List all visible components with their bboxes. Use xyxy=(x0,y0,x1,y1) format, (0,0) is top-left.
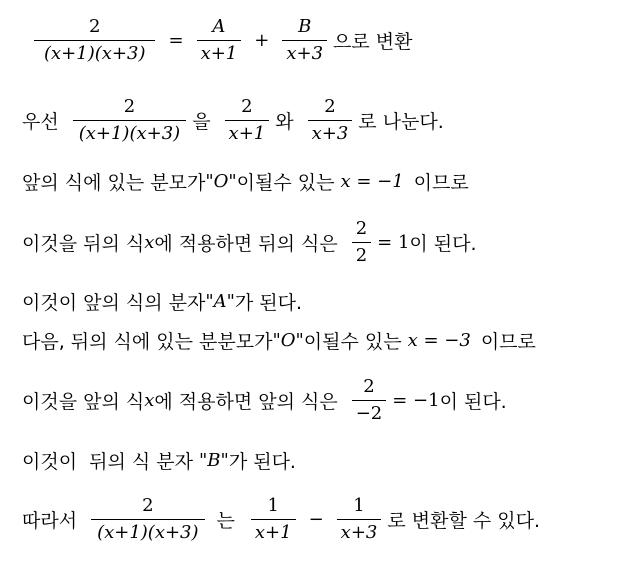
text: 앞의 식에 있는 분모가 xyxy=(22,172,206,194)
numerator: 2 xyxy=(142,495,154,516)
denominator: (x+1)(x+3) xyxy=(91,519,204,543)
text: 에 적용하면 뒤의 식은 xyxy=(154,233,338,256)
text: 는 xyxy=(216,510,235,533)
numerator: 1 xyxy=(267,495,279,516)
variable: x xyxy=(144,232,155,254)
math-expression: x = −1 xyxy=(340,171,404,192)
numerator: 2 xyxy=(355,218,368,239)
quoted-symbol: "B" xyxy=(199,450,229,471)
text: 와 xyxy=(275,111,294,134)
numerator: 2 xyxy=(241,96,253,117)
text: 이므로 xyxy=(480,331,536,353)
text: 이것을 뒤의 식 xyxy=(22,233,145,256)
denominator: x+3 xyxy=(282,40,327,64)
denominator: x+1 xyxy=(197,40,242,64)
denominator: x+3 xyxy=(337,519,382,543)
numerator: 2 xyxy=(324,96,336,117)
numerator: 2 xyxy=(123,96,136,117)
fraction xyxy=(308,98,353,144)
text: 이 된다. xyxy=(439,391,507,414)
text-line-3 xyxy=(22,168,469,195)
text: 가 된다. xyxy=(234,292,303,314)
text: 로 나눈다. xyxy=(358,111,444,134)
text: 으로 변환 xyxy=(333,31,413,54)
minus-sign: − xyxy=(308,509,324,531)
numerator: 1 xyxy=(353,495,365,516)
denominator: x+3 xyxy=(308,120,353,144)
text-line-5 xyxy=(22,288,302,315)
text: 이될수 있는 xyxy=(236,172,335,194)
quoted-symbol: "A" xyxy=(205,291,235,312)
fraction xyxy=(34,18,155,64)
equals-sign: = xyxy=(168,30,184,52)
math-expression: x = −3 xyxy=(407,330,471,351)
text: 이것을 앞의 식 xyxy=(22,391,145,414)
denominator: (x+1)(x+3) xyxy=(73,120,186,144)
quoted-symbol: "O" xyxy=(272,330,304,351)
numerator: A xyxy=(212,16,226,37)
fraction xyxy=(73,98,186,144)
fraction xyxy=(197,18,242,64)
text: 이므로 xyxy=(413,172,469,194)
equation-line-9 xyxy=(22,497,540,543)
equation-line-7 xyxy=(22,378,507,424)
denominator: −2 xyxy=(352,400,387,424)
fraction xyxy=(352,220,371,266)
fraction xyxy=(337,497,382,543)
text: 이 된다. xyxy=(409,233,477,256)
denominator: x+1 xyxy=(251,519,296,543)
text: 을 xyxy=(192,111,211,134)
math-expression: = 1 xyxy=(377,232,410,254)
text: 따라서 xyxy=(22,510,78,533)
fraction xyxy=(251,497,296,543)
fraction xyxy=(91,497,204,543)
math-expression: = −1 xyxy=(392,390,440,412)
denominator: x+1 xyxy=(225,120,270,144)
fraction xyxy=(282,18,327,64)
numerator: 2 xyxy=(89,16,101,37)
equation-line-1 xyxy=(28,18,413,64)
text: 우선 xyxy=(22,111,59,134)
numerator: B xyxy=(298,16,312,37)
text-line-6 xyxy=(22,327,536,354)
denominator: (x+1)(x+3) xyxy=(34,40,155,64)
numerator: 2 xyxy=(363,376,375,397)
variable: x xyxy=(144,390,155,412)
text: 이것이 뒤의 식 분자 xyxy=(22,451,200,473)
quoted-symbol: "O" xyxy=(205,171,237,192)
text: 다음, 뒤의 식에 있는 분분모가 xyxy=(22,331,273,353)
text: 이될수 있는 xyxy=(303,331,402,353)
text: 에 적용하면 앞의 식은 xyxy=(154,391,338,414)
text-line-8 xyxy=(22,447,296,474)
fraction xyxy=(225,98,270,144)
fraction xyxy=(352,378,387,424)
text: 로 변환할 수 있다. xyxy=(387,510,540,533)
plus-sign: + xyxy=(254,30,270,52)
text: 이것이 앞의 식의 분자 xyxy=(22,292,206,314)
equation-line-2 xyxy=(22,98,444,144)
equation-line-4 xyxy=(22,220,477,266)
denominator: 2 xyxy=(352,242,371,266)
text: 가 된다. xyxy=(228,451,296,473)
